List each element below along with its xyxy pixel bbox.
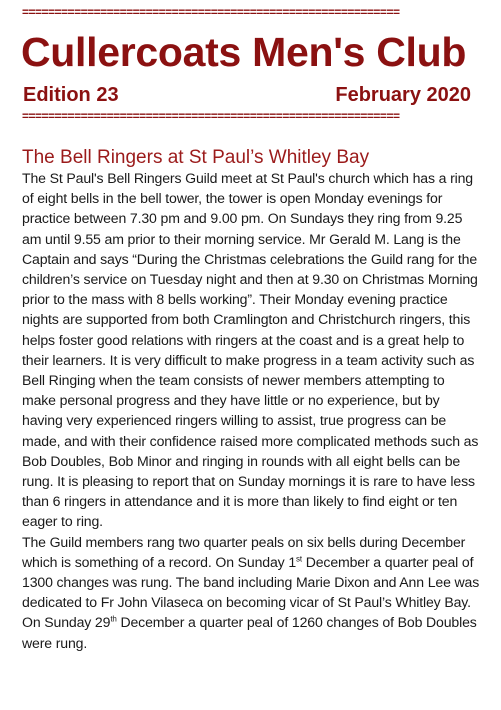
top-divider-rule: ========================================================== [22,8,400,17]
paragraph-2-text-part-3: December a quarter peal of 1260 changes of Bob Doubles were rung. [22,614,477,651]
article-paragraph-2 [22,532,482,653]
bottom-divider-rule: ========================================================== [22,112,400,121]
ordinal-suffix-1st: st [296,554,302,564]
newsletter-title: Cullercoats Men's Club [21,29,467,75]
article-body [22,168,482,653]
article-heading: The Bell Ringers at St Paul’s Whitley Bay [22,147,370,168]
issue-date: February 2020 [335,84,471,106]
paragraph-2-text-part-2: December a quarter peal of 1300 changes was rung. The band including Marie Dixon and Ann Lee was dedicated to Fr John Vilaseca on becoming vicar of St Paul’s Whitley Bay. On Sunday 29 [22,553,480,631]
ordinal-suffix-29th: th [110,614,117,624]
paragraph-2-text-part-1: The Guild members rang two quarter peals on six bells during December which is something of a record. On Sunday 1 [22,533,466,570]
article-paragraph-1: The St Paul's Bell Ringers Guild meet at St Paul's church which has a ring of eight bells in the bell tower, the tower is open Monday evenings for practice between 7.30 pm and 9.00 pm. On Sundays they ring from 9.25 am until 9.55 am prior to their morning service. Mr Gerald M. Lang is the Captain and says “During the Christmas celebrations the Guild rang for the children’s service on Tuesday night and then at 9.30 on Christmas Morning prior to the mass with 8 bells working”. Their Monday evening practice nights are supported from both Cramlington and Christchurch ringers, this helps foster good relations with ringers at the coast and is a great help to their learners. It is very difficult to make progress in a team activity such as Bell Ringing when the team consists of newer members attempting to make personal progress and they have little or no experience, but by having very experienced ringers willing to assist, true progress can be made, and with their confidence raised more complicated methods such as Bob Doubles, Bob Minor and ringing in rounds with all eight bells can be rung. It is pleasing to report that on Sunday mornings it is rare to have less than 6 ringers in attendance and it is more than likely to find eight or ten eager to ring. [22,170,479,530]
edition-number: Edition 23 [23,84,119,106]
